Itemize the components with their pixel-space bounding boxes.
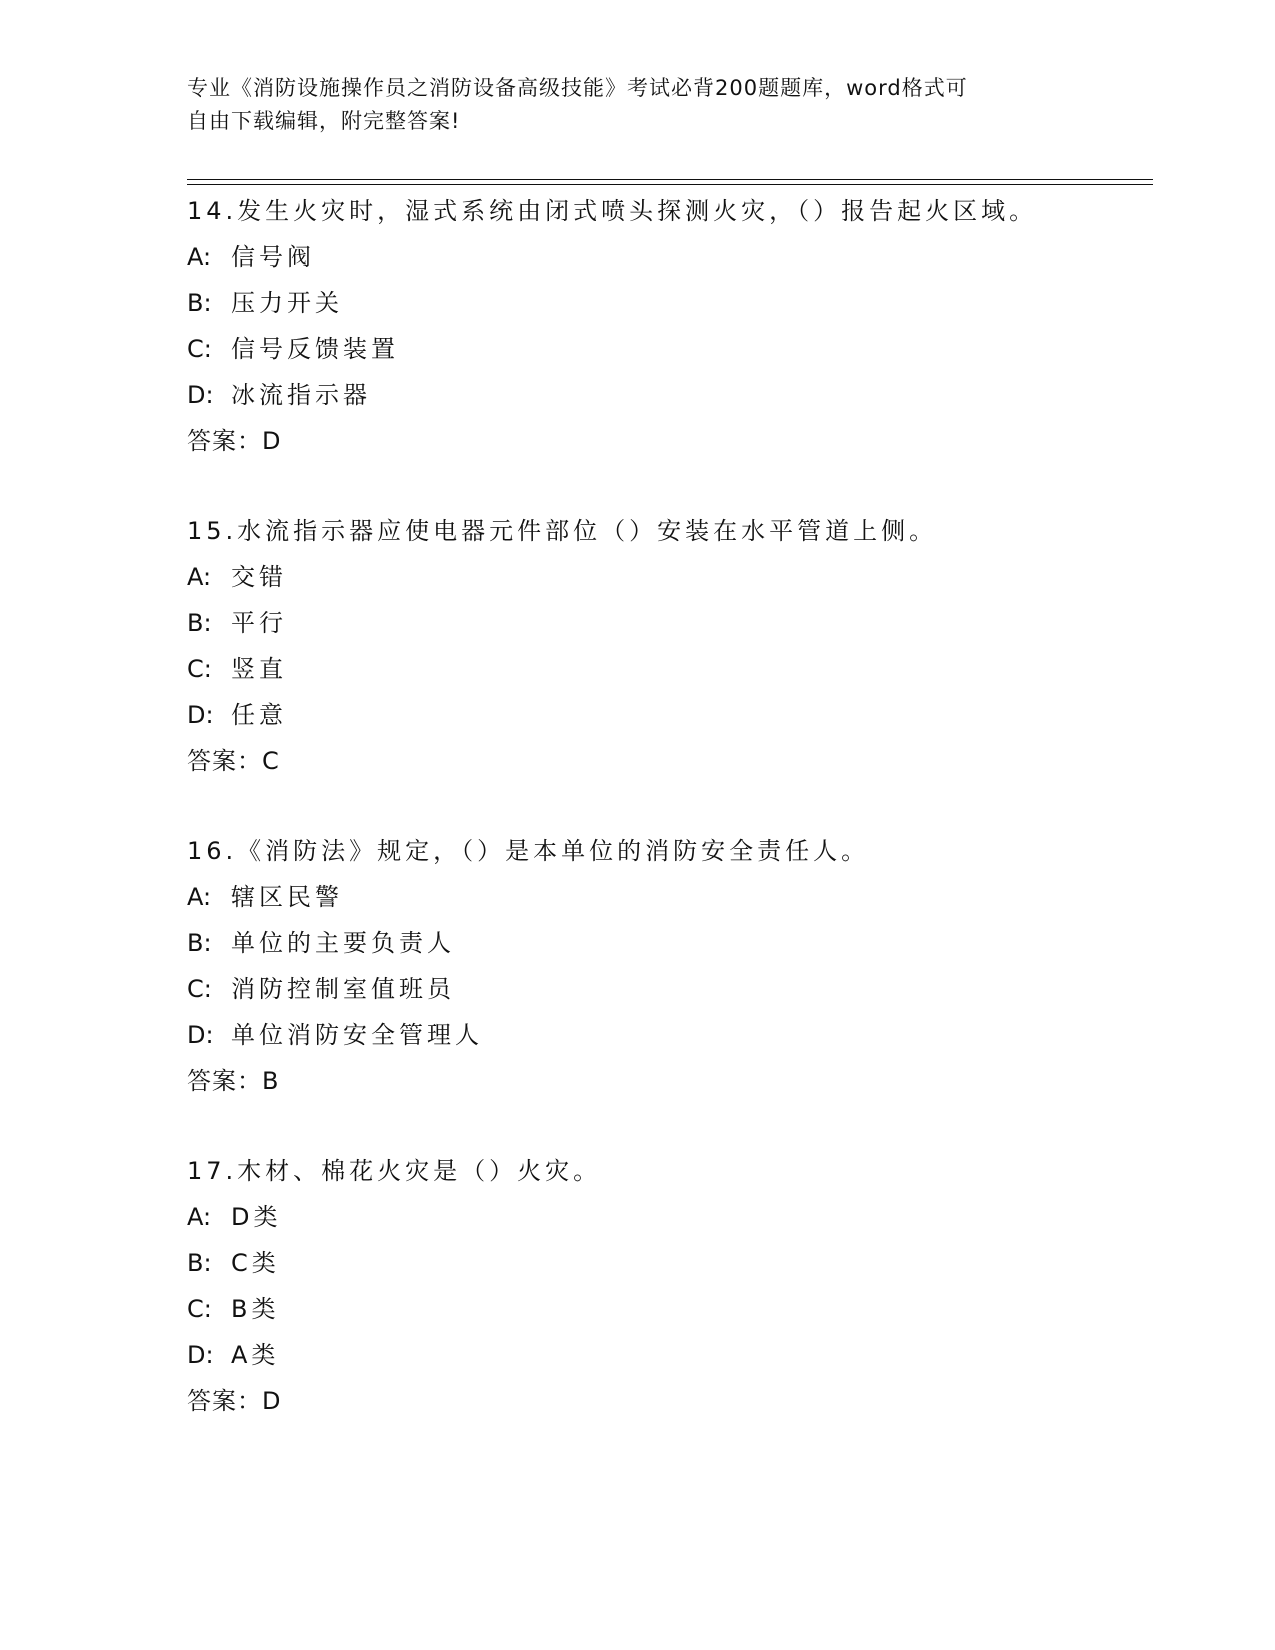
document-header [187,72,1087,138]
option-text: 单位消防安全管理人 [231,1021,483,1049]
question-stem: 14.发生火灾时，湿式系统由闭式喷头探测火灾，（）报告起火区域。 [187,197,1038,225]
option-key: B: [187,1249,212,1277]
option-key: C: [187,1295,212,1323]
option-key: A: [187,883,212,911]
option-key: C: [187,655,212,683]
option-text: 冰流指示器 [231,381,371,409]
option-text: C类 [231,1249,280,1277]
option-text: 辖区民警 [231,883,343,911]
option-key: A: [187,563,212,591]
header-divider-top [187,179,1153,180]
option-c [187,646,1153,692]
option-key: B: [187,609,212,637]
option-text: D类 [231,1203,282,1231]
option-b [187,1240,1153,1286]
option-text: 平行 [231,609,287,637]
option-text: 信号反馈装置 [231,335,399,363]
option-a [187,874,1153,920]
option-b [187,920,1153,966]
question-16 [187,828,1153,1148]
option-d [187,692,1153,738]
question-15 [187,508,1153,828]
option-key: C: [187,975,212,1003]
option-text: 交错 [231,563,287,591]
option-key: A: [187,1203,212,1231]
option-text: 竖直 [231,655,287,683]
question-14 [187,188,1153,508]
header-line-2: 自由下载编辑，附完整答案! [187,109,461,133]
option-b [187,280,1153,326]
question-stem: 17.木材、棉花火灾是（）火灾。 [187,1157,602,1185]
option-text: A类 [231,1341,280,1369]
option-key: B: [187,289,212,317]
answer-line: 答案：C [187,747,280,775]
answer-line: 答案：D [187,427,282,455]
question-17 [187,1148,1153,1468]
option-a [187,554,1153,600]
option-text: 压力开关 [231,289,343,317]
option-text: 任意 [231,701,287,729]
option-d [187,1012,1153,1058]
option-text: 消防控制室值班员 [231,975,455,1003]
option-key: D: [187,1021,214,1049]
answer-line: 答案：B [187,1067,280,1095]
question-stem: 16.《消防法》规定，（）是本单位的消防安全责任人。 [187,837,870,865]
option-c [187,966,1153,1012]
option-key: C: [187,335,212,363]
option-key: D: [187,701,214,729]
option-a [187,234,1153,280]
option-c [187,326,1153,372]
header-divider-bottom [187,184,1153,185]
option-a [187,1194,1153,1240]
question-stem: 15.水流指示器应使电器元件部位（）安装在水平管道上侧。 [187,517,938,545]
option-key: D: [187,1341,214,1369]
option-d [187,1332,1153,1378]
option-b [187,600,1153,646]
option-key: A: [187,243,212,271]
header-line-1: 专业《消防设施操作员之消防设备高级技能》考试必背200题题库，word格式可 [187,76,968,100]
option-key: B: [187,929,212,957]
option-d [187,372,1153,418]
option-text: 信号阀 [231,243,315,271]
option-c [187,1286,1153,1332]
question-list [187,188,1153,1468]
answer-line: 答案：D [187,1387,282,1415]
option-text: 单位的主要负责人 [231,929,455,957]
option-key: D: [187,381,214,409]
option-text: B类 [231,1295,280,1323]
